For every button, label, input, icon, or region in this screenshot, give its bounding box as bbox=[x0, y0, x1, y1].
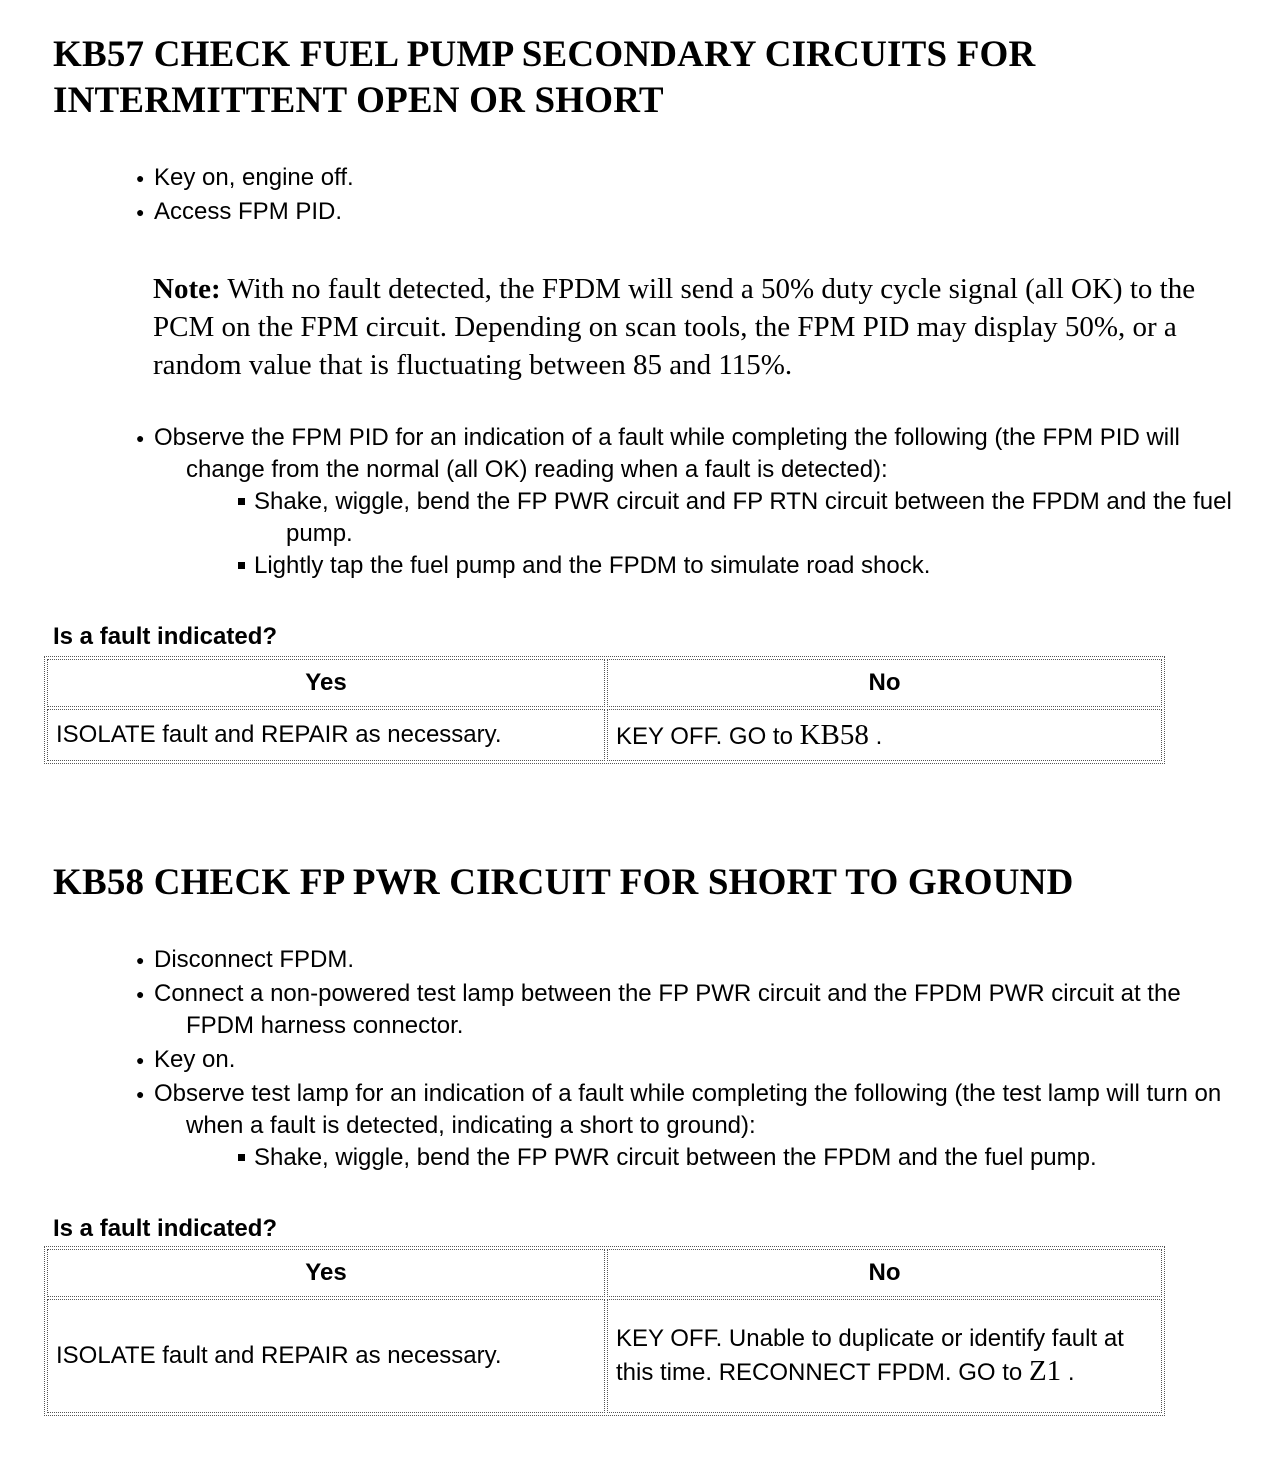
z1-link[interactable]: Z1 bbox=[1028, 1355, 1062, 1387]
list-item bbox=[134, 422, 1254, 582]
no-text-suffix: . bbox=[868, 722, 883, 750]
list-item bbox=[238, 1142, 1254, 1174]
list-item bbox=[134, 1078, 1254, 1174]
sub-step-text: Lightly tap the fuel pump and the FPDM to simulate road shock. bbox=[254, 552, 931, 579]
bullet-icon: ● bbox=[136, 170, 145, 186]
square-bullet-icon bbox=[238, 1154, 245, 1161]
yes-header: Yes bbox=[47, 1249, 605, 1297]
no-text-suffix: . bbox=[1061, 1359, 1075, 1386]
no-text: KEY OFF. Unable to duplicate or identify fault at this time. RECONNECT FPDM. GO to bbox=[616, 1325, 1124, 1386]
table-row bbox=[47, 709, 1162, 761]
list-item bbox=[134, 162, 1254, 194]
sub-step-text: Shake, wiggle, bend the FP PWR circuit between the FPDM and the fuel pump. bbox=[254, 1144, 1097, 1171]
kb58-link[interactable]: KB58 bbox=[799, 718, 869, 751]
kb58-answer-table bbox=[44, 1246, 1165, 1416]
bullet-icon: ● bbox=[136, 430, 145, 446]
no-cell bbox=[607, 1299, 1162, 1413]
kb58-question: Is a fault indicated? bbox=[53, 1215, 278, 1242]
kb57-sub-steps bbox=[154, 486, 1254, 582]
kb57-title bbox=[53, 32, 1035, 124]
kb58-title: KB58 CHECK FP PWR CIRCUIT FOR SHORT TO GROUND bbox=[53, 862, 1074, 903]
bullet-icon: ● bbox=[136, 204, 145, 220]
no-text: KEY OFF. GO to bbox=[616, 722, 800, 750]
list-item bbox=[238, 486, 1254, 550]
step-text: Connect a non-powered test lamp between the FP PWR circuit and the FPDM PWR circuit at the FPDM harness connector. bbox=[154, 980, 1181, 1039]
step-text: Observe the FPM PID for an indication of a fault while completing the following (the FPM PID will change from the normal (all OK) reading when a fault is detected): bbox=[154, 424, 1180, 483]
square-bullet-icon bbox=[238, 562, 245, 569]
no-header: No bbox=[607, 1249, 1162, 1297]
yes-cell: ISOLATE fault and REPAIR as necessary. bbox=[47, 1299, 605, 1413]
yes-cell: ISOLATE fault and REPAIR as necessary. bbox=[47, 709, 605, 761]
kb57-observe-steps bbox=[134, 422, 1254, 584]
no-header: No bbox=[607, 659, 1162, 707]
bullet-icon: ● bbox=[136, 1052, 145, 1068]
list-item bbox=[134, 1044, 1254, 1076]
bullet-icon: ● bbox=[136, 986, 145, 1002]
no-cell bbox=[607, 709, 1162, 761]
bullet-icon: ● bbox=[136, 952, 145, 968]
step-text: Disconnect FPDM. bbox=[154, 946, 355, 973]
note-label: Note: bbox=[153, 273, 221, 305]
step-text: Access FPM PID. bbox=[154, 198, 343, 225]
table-header-row bbox=[47, 659, 1162, 707]
list-item bbox=[134, 944, 1254, 976]
kb57-title-line1: KB57 CHECK FUEL PUMP SECONDARY CIRCUITS FOR bbox=[53, 34, 1036, 75]
square-bullet-icon bbox=[238, 498, 245, 505]
sub-step-text: Shake, wiggle, bend the FP PWR circuit and FP RTN circuit between the FPDM and the fuel pump. bbox=[254, 488, 1232, 547]
list-item bbox=[238, 550, 1254, 582]
kb57-note bbox=[153, 270, 1248, 384]
list-item bbox=[134, 196, 1254, 228]
yes-header: Yes bbox=[47, 659, 605, 707]
table-header-row bbox=[47, 1249, 1162, 1297]
step-text: Observe test lamp for an indication of a fault while completing the following (the test lamp will turn on when a fault is detected, indicating a short to ground): bbox=[154, 1080, 1222, 1139]
note-text: With no fault detected, the FPDM will send a 50% duty cycle signal (all OK) to the PCM on the FPM circuit. Depending on scan tools, the FPM PID may display 50%, or a random value that is fluctuating between 85 and 115%. bbox=[153, 273, 1196, 381]
kb57-steps bbox=[134, 162, 1254, 230]
step-text: Key on, engine off. bbox=[154, 164, 354, 191]
list-item bbox=[134, 978, 1254, 1042]
table-row bbox=[47, 1299, 1162, 1413]
kb57-title-line2: INTERMITTENT OPEN OR SHORT bbox=[53, 80, 664, 121]
kb58-steps bbox=[134, 944, 1254, 1176]
bullet-icon: ● bbox=[136, 1086, 145, 1102]
kb57-question: Is a fault indicated? bbox=[53, 623, 278, 650]
kb58-sub-steps bbox=[154, 1142, 1254, 1174]
step-text: Key on. bbox=[154, 1046, 236, 1073]
kb57-answer-table bbox=[44, 656, 1165, 764]
